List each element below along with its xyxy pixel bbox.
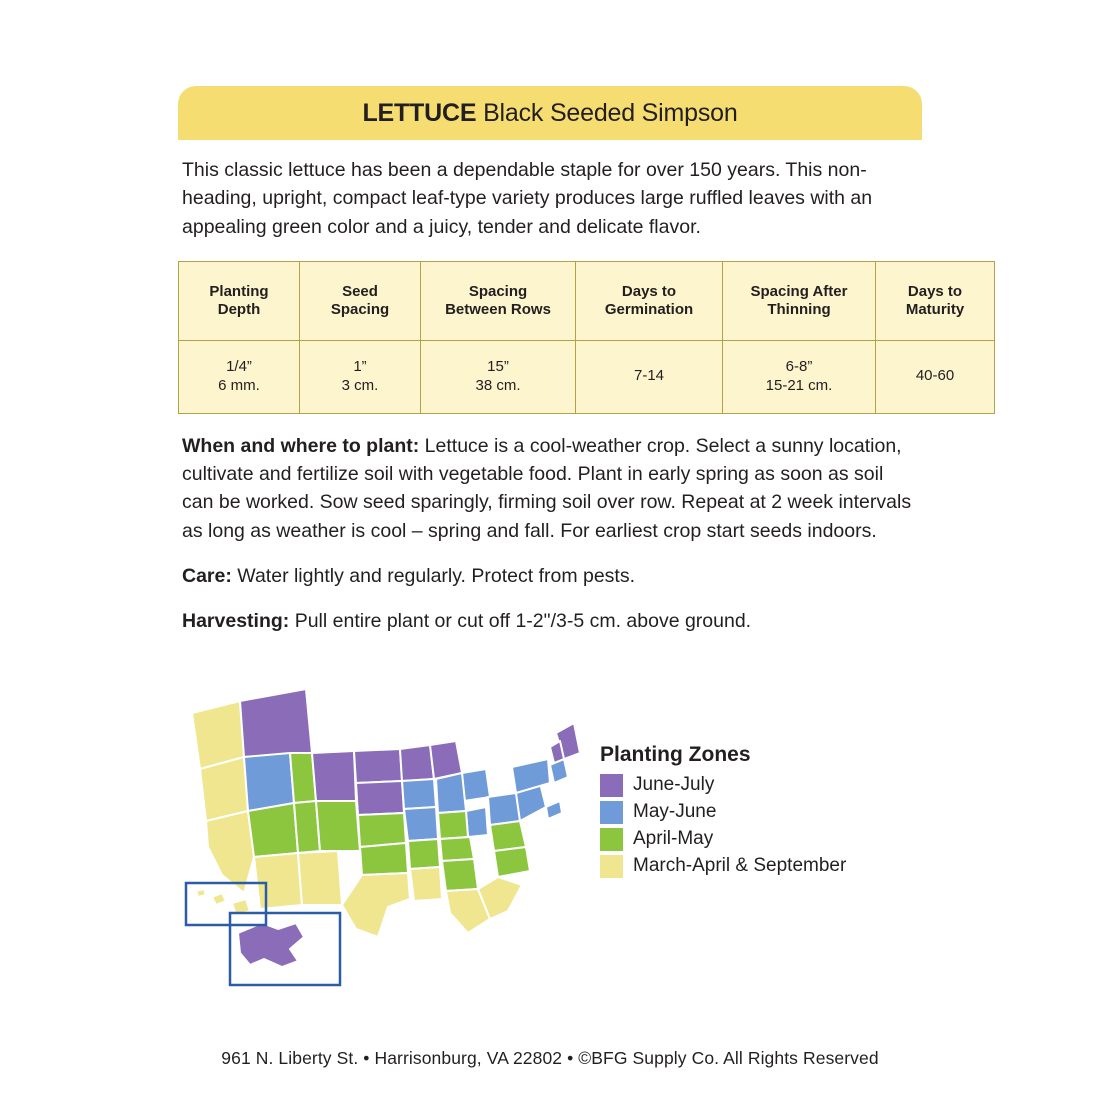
header-band [178,86,922,140]
header-line-1: Seed [342,282,378,300]
state-new-york [512,759,550,793]
legend-swatch-june-july [600,774,623,797]
seed-packet-back [178,86,965,991]
state-oregon [200,757,248,821]
table-header-days-to-maturity [876,261,995,340]
table-cell-spacing-between-rows [421,340,576,413]
state-louisiana [410,867,442,901]
state-colorado [316,801,360,851]
table-cell-planting-depth [179,340,300,413]
state-iowa [402,779,436,809]
header-line-1: Days to [621,282,677,300]
legend-item-march-april-september [600,855,920,878]
state-tennessee [440,837,474,861]
legend-title: Planting Zones [600,743,751,767]
cell-line-1: 15” [487,358,509,376]
variety-name: Black Seeded Simpson [483,98,738,127]
state-north-dakota [354,749,402,783]
legend-label-june-july: June-July [633,774,715,796]
cell-line-2: 38 cm. [475,376,521,394]
planting-zone-map-area [178,661,922,991]
cell-line-2: 6 mm. [218,376,260,394]
state-new-england-south [550,759,568,783]
header-line-2: Spacing [330,300,390,318]
state-california [206,811,254,893]
legend-item-may-june [600,801,920,824]
state-wyoming [312,751,356,801]
state-arkansas [408,839,440,869]
section-lead: Care: [182,564,232,587]
legend-swatch-may-june [600,801,623,824]
legend-swatch-april-may [600,828,623,851]
state-west-virginia-virginia [490,821,526,851]
state-nebraska [358,813,406,847]
legend-label-march-april-september: March-April & September [633,855,847,877]
section-care [178,562,922,590]
cell-line-1: 1/4” [226,358,252,376]
section-text: Pull entire plant or cut off 1-2"/3-5 cm. above ground. [289,610,752,633]
state-michigan [462,769,490,801]
state-arizona [254,853,302,909]
cell-line-2: 15-21 cm. [765,376,833,394]
table-header-seed-spacing [300,261,421,340]
state-mississippi-alabama [442,859,478,891]
header-line-1: Spacing After [750,282,848,300]
section-when-and-where-to-plant [178,432,922,545]
state-kansas [360,843,408,875]
state-indiana [466,807,488,837]
state-illinois [436,773,466,813]
table-row [179,340,995,413]
footer-address: 961 N. Liberty St. • Harrisonburg, VA 22802 • ©BFG Supply Co. All Rights Reserved [221,1048,879,1068]
cell-line-1: 6-8” [785,358,813,376]
alaska-shape [238,923,304,967]
header-line-1: Spacing [468,282,528,300]
state-new-jersey-delaware [546,801,562,819]
state-missouri [404,807,438,841]
cell-line-1: 7-14 [633,367,665,385]
state-idaho-south [244,753,294,811]
table-cell-days-to-germination [576,340,723,413]
state-nevada [248,803,298,857]
header-line-2: Depth [217,300,261,318]
table-cell-days-to-maturity [876,340,995,413]
state-kentucky-west [438,811,468,839]
table-header-row [179,261,995,340]
planting-spec-table [178,261,995,414]
map-legend [600,743,920,882]
cell-line-2: 3 cm. [341,376,379,394]
legend-item-june-july [600,774,920,797]
hawaii-inset-shapes [196,889,250,915]
table-cell-seed-spacing [300,340,421,413]
header-line-2: Germination [604,300,694,318]
usa-planting-zone-map [178,661,598,991]
cell-line-1: 1” [353,358,367,376]
state-montana [240,689,312,757]
section-lead: When and where to plant: [182,434,420,457]
state-ohio [488,793,520,825]
state-new-mexico [298,851,342,905]
state-south-dakota [356,781,404,815]
table-header-days-to-germination [576,261,723,340]
section-harvesting [178,607,922,635]
header-line-1: Days to [907,282,963,300]
section-text: Water lightly and regularly. Protect from pests. [231,564,636,587]
cell-line-1: 40-60 [915,367,955,385]
table-header-planting-depth [179,261,300,340]
header-line-2: Between Rows [445,300,551,318]
legend-label-may-june: May-June [633,801,717,823]
intro-paragraph: This classic lettuce has been a dependable staple for over 150 years. This non-heading, upright, compact leaf-type variety produces large ruffled leaves with an appealing green color and a juicy, tender and delicate flavor. [182,159,873,238]
header-line-2: Maturity [905,300,965,318]
crop-name: LETTUCE [362,98,477,127]
table-header-spacing-after-thinning [723,261,876,340]
state-texas [342,873,410,937]
legend-label-april-may: April-May [633,828,714,850]
header-line-1: Planting [209,282,269,300]
legend-swatch-march-april-september [600,855,623,878]
section-lead: Harvesting: [182,610,290,633]
table-header-spacing-between-rows [421,261,576,340]
legend-item-april-may [600,828,920,851]
section-text: Lettuce is a cool-weather crop. Select a sunny location, cultivate and fertilize soil with vegetable food. Plant in early spring as soon as soil can be worked. Sow seed sparingly, firming soil over row. Repeat at 2 week intervals as long as weather is cool – spring and fall. For earliest crop start seeds indoors. [182,434,912,542]
hawaii-inset-box [186,883,266,925]
state-north-carolina [494,847,530,877]
header-line-2: Thinning [767,300,831,318]
table-cell-spacing-after-thinning [723,340,876,413]
state-minnesota [400,745,434,781]
page-title [362,99,737,128]
